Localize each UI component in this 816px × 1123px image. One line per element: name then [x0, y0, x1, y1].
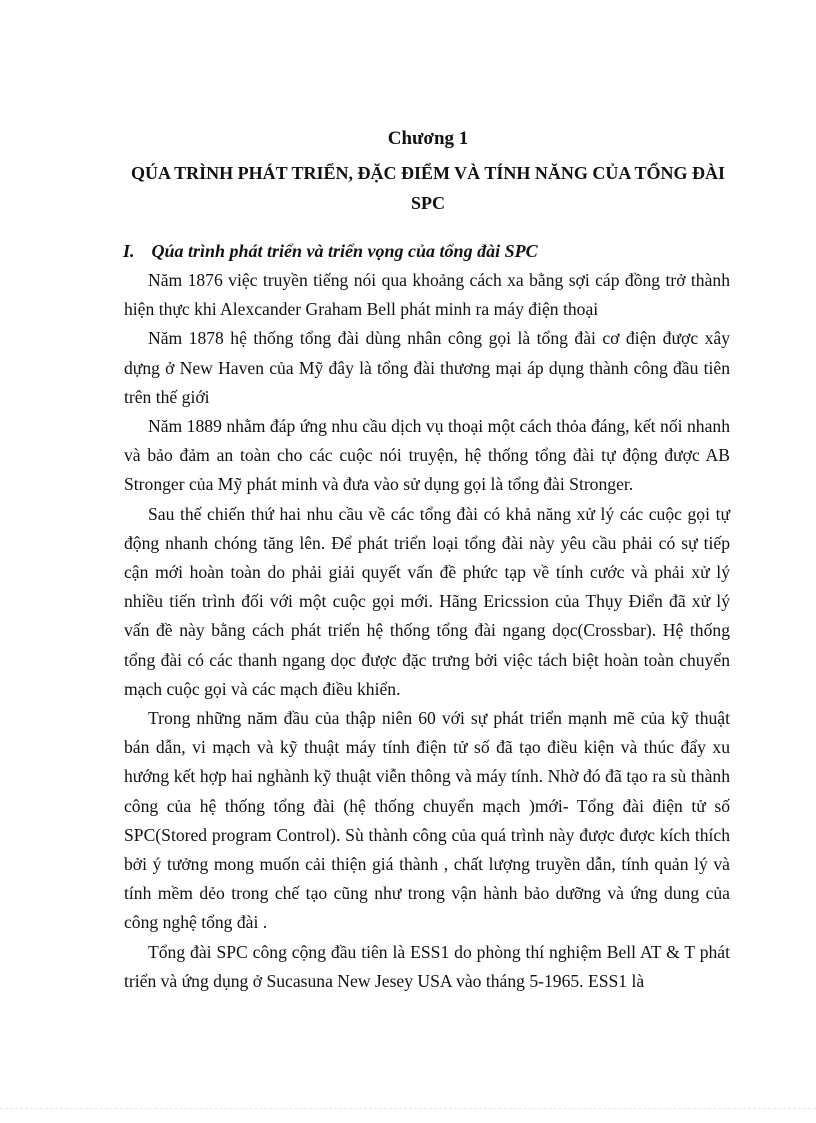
paragraph: Năm 1876 việc truyền tiếng nói qua khoảng cách xa bằng sợi cáp đồng trở thành hiện thực khi Alexcander Graham Bell phát minh ra máy điện thoại — [124, 270, 730, 320]
paragraph: Năm 1889 nhằm đáp ứng nhu cầu dịch vụ thoại một cách thỏa đáng, kết nối nhanh và bảo đảm an toàn cho các cuộc nói truyện, hệ thống tổng đài tự động được AB Stronger của Mỹ phát minh và đưa vào sử dụng gọi là tổng đài Stronger. — [124, 416, 730, 495]
section-heading — [123, 241, 743, 262]
paragraph: Sau thế chiến thứ hai nhu cầu về các tổng đài có khả năng xử lý các cuộc gọi tự động nhanh chóng tăng lên. Để phát triển loại tổng đài này yêu cầu phải có sự tiếp cận mới hoàn toàn do phải giải quyết vấn đề phức tạp về tính cước và phải xử lý nhiều tiến trình đối với một cuộc gọi mới. Hãng Ericssion của Thụy Điển đã xử lý vấn đề này bằng cách phát triển hệ thống tổng đài ngang dọc(Crossbar). Hệ thống tổng đài có các thanh ngang dọc được đặc trưng bởi việc tách biệt hoàn toàn chuyển mạch cuộc gọi và các mạch điều khiển. — [124, 503, 730, 699]
section-title: Qúa trình phát triển và triển vọng của tổng đài SPC — [151, 241, 538, 261]
paragraph: Tổng đài SPC công cộng đầu tiên là ESS1 do phòng thí nghiệm Bell AT & T phát triển và ứng dụng ở Sucasuna New Jesey USA vào tháng 5-1965. ESS1 là — [124, 941, 730, 991]
page-bottom-rule — [0, 1108, 816, 1109]
chapter-title: QÚA TRÌNH PHÁT TRIỂN, ĐẶC ĐIỂM VÀ TÍNH NĂNG CỦA TỔNG ĐÀI SPC — [130, 163, 726, 213]
paragraph: Trong những năm đầu của thập niên 60 với sự phát triển mạnh mẽ của kỹ thuật bán dẫn, vi mạch và kỹ thuật máy tính điện tử số đã tạo điều kiện và thúc đẩy xu hướng kết hợp hai nghành kỹ thuật viễn thông và máy tính. Nhờ đó đã tạo ra sù thành công của hệ thống tổng đài (hệ thống chuyển mạch )mới- Tổng đài điện tử số SPC(Stored program Control). Sù thành công của quá trình này được được kích thích bởi ý tưởng mong muốn cải thiện giá thành , chất lượng truyền dẫn, tính quản lý và tính mềm dẻo trong chế tạo cũng như trong vận hành bảo dưỡng và ứng dung của công nghệ tổng đài . — [124, 708, 730, 933]
body-text — [124, 266, 730, 996]
paragraph: Năm 1878 hệ thống tổng đài dùng nhân công gọi là tổng đài cơ điện được xây dựng ở New Haven của Mỹ đây là tổng đài thương mại áp dụng thành công đầu tiên trên thế giới — [124, 328, 730, 407]
section-number: I. — [123, 241, 135, 261]
chapter-label: Chương 1 — [387, 128, 469, 149]
